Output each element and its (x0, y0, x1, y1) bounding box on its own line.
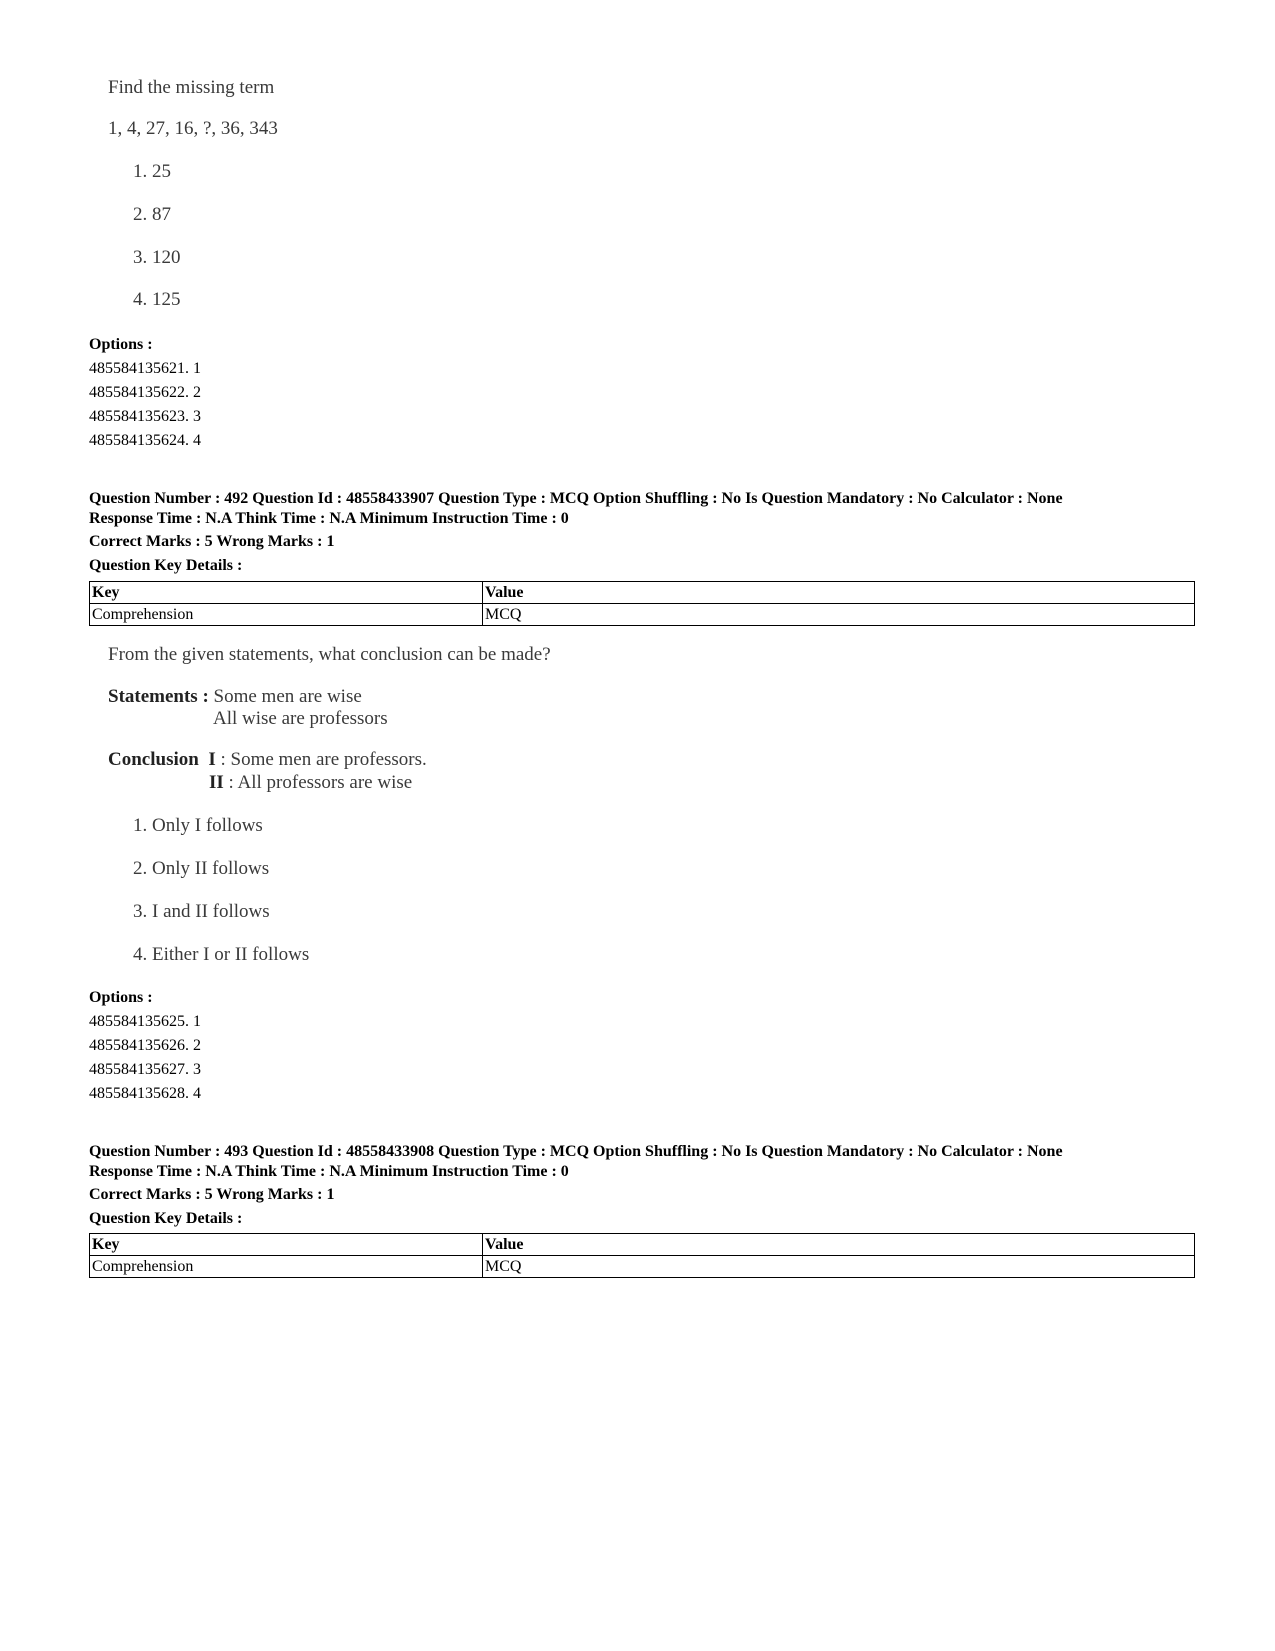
option-item: 485584135628. 4 (89, 1085, 201, 1102)
statements-label: Statements : (108, 686, 209, 707)
value-cell: MCQ (483, 604, 1195, 626)
key-cell: Comprehension (90, 604, 483, 626)
key-cell: Comprehension (90, 1256, 483, 1278)
meta-line-1: Question Number : 492 Question Id : 48558433907 Question Type : MCQ Option Shuffling : No Is Question Mandatory : No Calculator : None (89, 490, 1063, 507)
option-item: 485584135626. 2 (89, 1037, 201, 1054)
meta-line-2: Response Time : N.A Think Time : N.A Minimum Instruction Time : 0 (89, 1162, 569, 1180)
key-details-label: Question Key Details : (89, 556, 243, 574)
conclusion-label: Conclusion (108, 749, 199, 770)
choice-3: 3. I and II follows (133, 901, 270, 922)
question-key-table (89, 1233, 1195, 1278)
choice-1: 1. 25 (133, 161, 171, 182)
option-item: 485584135624. 4 (89, 432, 201, 449)
meta-line-1: Question Number : 493 Question Id : 48558433908 Question Type : MCQ Option Shuffling : No Is Question Mandatory : No Calculator : None (89, 1143, 1063, 1160)
meta-line-2: Response Time : N.A Think Time : N.A Minimum Instruction Time : 0 (89, 509, 569, 527)
choice-2: 2. 87 (133, 204, 171, 225)
choice-2: 2. Only II follows (133, 858, 270, 879)
conclusion-1-label: I (208, 749, 216, 770)
table-row (90, 1256, 1195, 1278)
question-492-image (0, 0, 700, 1000)
marks-line: Correct Marks : 5 Wrong Marks : 1 (89, 533, 335, 550)
choice-1: 1. Only I follows (133, 815, 263, 836)
conclusion-2: : All professors are wise (228, 772, 413, 793)
value-cell: MCQ (483, 1256, 1195, 1278)
options-label: Options : (89, 989, 153, 1006)
marks-line: Correct Marks : 5 Wrong Marks : 1 (89, 1186, 335, 1203)
options-list (89, 986, 201, 1106)
question-prompt: From the given statements, what conclusion can be made? (108, 644, 551, 665)
option-item: 485584135623. 3 (89, 408, 201, 425)
choice-3: 3. 120 (133, 247, 181, 268)
conclusion-2-label: II (209, 772, 224, 793)
conclusion-line-1 (108, 749, 427, 771)
key-header: Key (90, 582, 483, 604)
choice-4: 4. Either I or II follows (133, 944, 310, 965)
option-item: 485584135622. 2 (89, 384, 201, 401)
option-item: 485584135625. 1 (89, 1013, 201, 1030)
question-prompt: Find the missing term (108, 77, 275, 98)
option-item: 485584135621. 1 (89, 360, 201, 377)
value-header: Value (483, 1234, 1195, 1256)
choice-4: 4. 125 (133, 289, 181, 310)
statements-line-1 (108, 686, 362, 708)
statement-2: All wise are professors (213, 708, 388, 729)
key-details-label: Question Key Details : (89, 1209, 243, 1227)
conclusion-line-2 (209, 772, 412, 794)
key-header: Key (90, 1234, 483, 1256)
question-sequence: 1, 4, 27, 16, ?, 36, 343 (108, 118, 278, 139)
options-label: Options : (89, 336, 153, 353)
conclusion-1: : Some men are professors. (220, 749, 427, 770)
option-item: 485584135627. 3 (89, 1061, 201, 1078)
question-493-meta (89, 1142, 1063, 1228)
statement-1: Some men are wise (213, 686, 362, 707)
table-header-row (90, 1234, 1195, 1256)
value-header: Value (483, 582, 1195, 604)
